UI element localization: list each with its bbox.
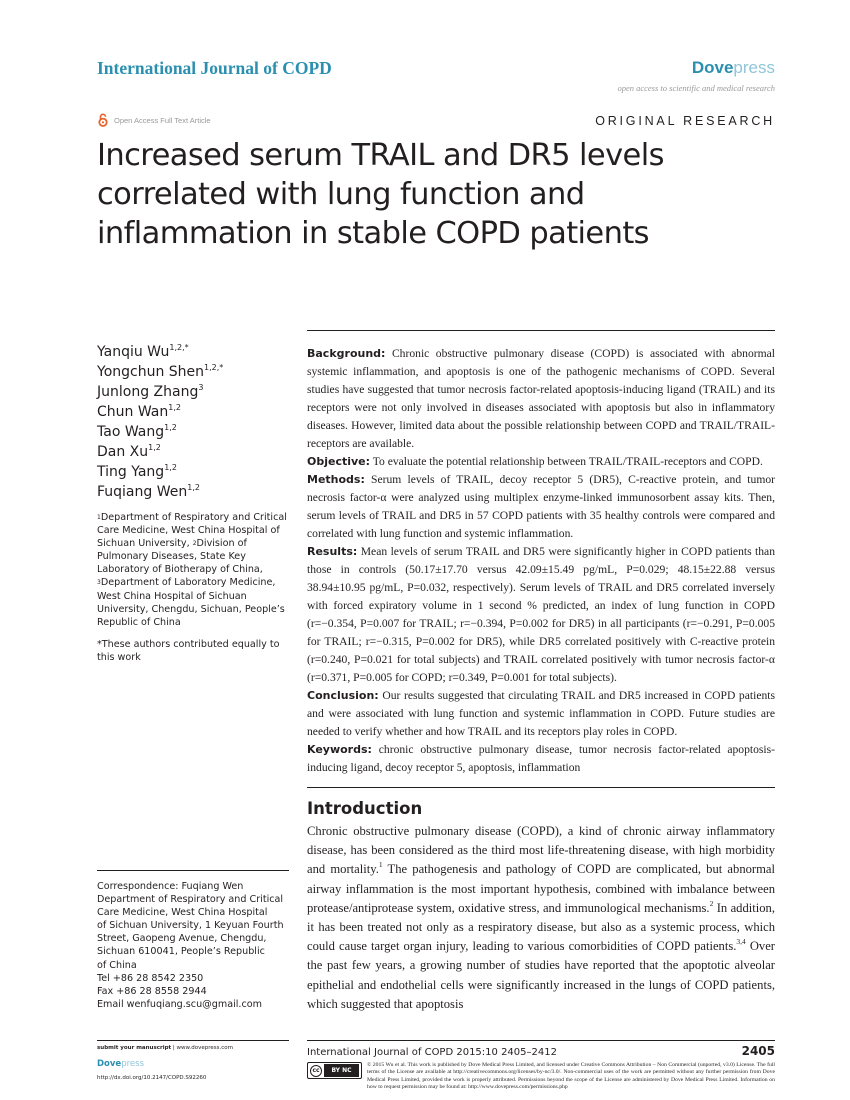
introduction-text: In addition, it has been treated not only as a respiratory disease, but also as a systemic process, which could cause target organ injury, leading to various comorbidities of COPD patients.: [307, 900, 775, 954]
author: [97, 422, 289, 442]
author-name: Yongchun Shen: [97, 364, 205, 380]
open-access-badge: [97, 113, 211, 127]
author-name: Yanqiu Wu: [97, 344, 170, 360]
introduction-text: The pathogenesis and pathology of COPD are complicated, but abnormal airway inflammation is the most important hypothesis, combined with imbalance between protease/antiprotease system, oxidative stress, and immunological mechanisms.: [307, 862, 775, 915]
author: [97, 382, 289, 402]
abstract: [307, 330, 775, 777]
footer-main: [307, 1040, 775, 1092]
correspondence-line: Tel +86 28 8542 2350: [97, 972, 204, 984]
author-name: Junlong Zhang: [97, 384, 199, 400]
cc-icon: cc: [310, 1065, 322, 1077]
abstract-label: Background:: [307, 347, 386, 360]
open-access-label: Open Access Full Text Article: [114, 115, 211, 125]
affiliation-text: Department of Laboratory Medicine, West China Hospital of Sichuan University, Chengdu, Sichuan, People’s Republic of China: [97, 577, 285, 628]
correspondence-block: [97, 870, 289, 1011]
submit-manuscript-link[interactable]: www.dovepress.com: [176, 1045, 234, 1051]
introduction-text: Over the past few years, a growing number of studies have reported that the apoptotic alveolar epithelial and endothelial cells were significantly increased in the lungs of COPD patients, which suggested that apoptosis: [307, 939, 775, 1011]
abstract-objective: [307, 453, 775, 471]
submit-separator: |: [171, 1045, 177, 1051]
author-affiliation-sup: 1,2: [164, 423, 177, 432]
journal-name: International Journal of COPD: [97, 58, 332, 78]
author-name: Tao Wang: [97, 424, 165, 440]
author-name: Chun Wan: [97, 404, 169, 420]
abstract-keywords: [307, 741, 775, 777]
author: [97, 442, 289, 462]
affiliation-text: Department of Respiratory and Critical Care Medicine, West China Hospital of Sichuan University,: [97, 512, 287, 550]
introduction-section: [307, 787, 775, 1014]
article-title: Increased serum TRAIL and DR5 levels correlated with lung function and inflammation in stable COPD patients: [97, 138, 664, 251]
author: [97, 462, 289, 482]
abstract-text: chronic obstructive pulmonary disease, tumor necrosis factor-related apoptosis-inducing ligand, decoy receptor 5, apoptosis, inflammation: [307, 743, 775, 774]
page-number: 2405: [741, 1044, 775, 1058]
abstract-conclusion: [307, 687, 775, 741]
abstract-results: [307, 543, 775, 687]
correspondence-line: Department of Respiratory and Critical: [97, 894, 284, 906]
introduction-paragraph: [307, 822, 775, 1014]
abstract-label: Results:: [307, 545, 358, 558]
affiliation-sup: 3: [97, 579, 101, 587]
citation: International Journal of COPD 2015:10 2405–2412: [307, 1047, 557, 1058]
author-affiliation-sup: 1,2,*: [169, 343, 189, 352]
doi-link[interactable]: http://dx.doi.org/10.2147/COPD.S92260: [97, 1075, 207, 1081]
publisher-logo-press: press: [733, 58, 775, 77]
author: [97, 482, 289, 502]
abstract-text: Mean levels of serum TRAIL and DR5 were significantly higher in COPD patients than those in controls (50.17±17.70 versus 42.09±15.49 pg/mL, P=0.029; 48.15±22.88 versus 38.94±10.95 pg/mL, P=0.032, respectively). Serum levels of TRAIL and DR5 correlated inversely with forced expiratory volume in 1 second % predicted, an index of lung function in COPD (r=−0.354, P=0.007 for TRAIL; r=−0.394, P=0.002 for DR5) in all participants (r=−0.291, P=0.005 for TRAIL; r=−0.315, P=0.002 for DR5), while DR5 correlated positively with C-reactive protein (r=0.240, P=0.021 for total subjects) and TRAIL correlated positively with tumor necrosis factor-α (r=0.371, P=0.005 for COPD; r=0.349, P=0.001 for total subjects).: [307, 545, 775, 684]
author-name: Dan Xu: [97, 444, 149, 460]
correspondence-line: Street, Gaopeng Avenue, Chengdu,: [97, 933, 267, 945]
abstract-methods: [307, 471, 775, 543]
affiliation-text: Division of Pulmonary Diseases, State Key Laboratory of Biotherapy of China,: [97, 538, 263, 576]
abstract-label: Methods:: [307, 473, 365, 486]
correspondence-line: of Sichuan University, 1 Keyuan Fourth: [97, 920, 284, 932]
abstract-text: To evaluate the potential relationship between TRAIL/TRAIL-receptors and COPD.: [372, 455, 763, 468]
article-type: ORIGINAL RESEARCH: [595, 114, 775, 128]
submit-manuscript-label: submit your manuscript: [97, 1045, 172, 1051]
creative-commons-badge[interactable]: [307, 1062, 362, 1079]
introduction-heading: Introduction: [307, 799, 423, 818]
submit-manuscript-line: [97, 1045, 289, 1051]
abstract-text: Serum levels of TRAIL, decoy receptor 5 (DR5), C-reactive protein, and tumor necrosis factor-α were analyzed using multiplex enzyme-linked immunosorbent assay kits. Then, serum levels of TRAIL and DR5 in 57 COPD patients with 35 healthy controls were compared and correlated with lung function and systemic inflammation.: [307, 473, 775, 540]
author: [97, 342, 289, 362]
abstract-text: Chronic obstructive pulmonary disease (COPD) is associated with abnormal systemic inflammation, and apoptosis is one of the pathogenic mechanisms of COPD. Several studies have suggested that tumor necrosis factor-related apoptosis-inducing ligand (TRAIL) and its receptors were not only involved in diseases associated with apoptosis but also in inflammatory diseases. However, limited data about the possible relationship between COPD and TRAIL/TRAIL-receptors are available.: [307, 347, 775, 450]
abstract-text: Our results suggested that circulating TRAIL and DR5 increased in COPD patients and were associated with lung function and systemic inflammation in COPD. Future studies are needed to verify whether and how TRAIL and its receptors play roles in COPD.: [307, 689, 775, 738]
author: [97, 402, 289, 422]
reference-link[interactable]: 1: [378, 860, 383, 870]
publisher-logo[interactable]: [692, 58, 775, 78]
correspondence-line: Correspondence: Fuqiang Wen: [97, 881, 244, 892]
license-text: © 2015 Wu et al. This work is published by Dove Medical Press Limited, and licensed under Creative Commons Attribution – Non Commercial (unported, v3.0) License. The full terms of the License are available at http://creativecommons.org/licenses/by-nc/3.0/. Non-commercial uses of the work are permitted without any further permission from Dove Medical Press Limited, provided the work is properly attributed. Permissions beyond the scope of the License are administered by Dove Medical Press Limited. Information on how to request permission may be found at: http://www.dovepress.com/permissions.php: [367, 1062, 775, 1091]
correspondence-email[interactable]: Email wenfuqiang.scu@gmail.com: [97, 998, 262, 1010]
footer-logo-press: press: [121, 1059, 144, 1069]
author-affiliation-sup: 1,2: [164, 463, 177, 472]
footer-publisher-logo[interactable]: [97, 1059, 289, 1069]
abstract-label: Conclusion:: [307, 689, 379, 702]
author: [97, 362, 289, 382]
publisher-logo-dove: Dove: [691, 58, 734, 77]
affiliations: [97, 511, 289, 629]
author-list: [97, 342, 289, 502]
license-row: [307, 1062, 775, 1092]
equal-contribution-note: *These authors contributed equally to this work: [97, 638, 280, 663]
abstract-label: Keywords:: [307, 743, 372, 756]
introduction-text: Chronic obstructive pulmonary disease (COPD), a kind of chronic airway inflammatory disease, has been considered as the third most life-threatening disease, with high morbidity and mortality.: [307, 824, 775, 877]
correspondence-line: of China: [97, 959, 137, 971]
reference-link[interactable]: 2: [709, 898, 714, 908]
correspondence-line: Fax +86 28 8558 2944: [97, 985, 207, 997]
citation-line: [307, 1044, 775, 1058]
author-affiliation-sup: 1,2: [148, 443, 161, 452]
author-affiliation-sup: 1,2,*: [204, 363, 224, 372]
footer-logo-dove: Dove: [97, 1059, 122, 1069]
author-column: [97, 342, 289, 664]
correspondence-line: Sichuan 610041, People’s Republic: [97, 946, 265, 958]
author-name: Ting Yang: [97, 464, 165, 480]
footer-left: [97, 1040, 289, 1081]
author-affiliation-sup: 3: [198, 383, 204, 392]
open-access-lock-icon: [97, 113, 109, 127]
affiliation-sup: 2: [192, 540, 197, 548]
reference-link[interactable]: 3,4: [736, 937, 746, 947]
author-affiliation-sup: 1,2: [187, 483, 200, 492]
abstract-background: [307, 345, 775, 453]
publisher-tagline: open access to scientific and medical research: [617, 83, 775, 93]
correspondence-line: Care Medicine, West China Hospital: [97, 907, 268, 919]
cc-by-nc-icon: BY NC: [324, 1064, 359, 1077]
affiliation-sup: 1: [97, 514, 101, 521]
abstract-label: Objective:: [307, 455, 371, 468]
author-name: Fuqiang Wen: [97, 484, 188, 500]
author-affiliation-sup: 1,2: [168, 403, 181, 412]
